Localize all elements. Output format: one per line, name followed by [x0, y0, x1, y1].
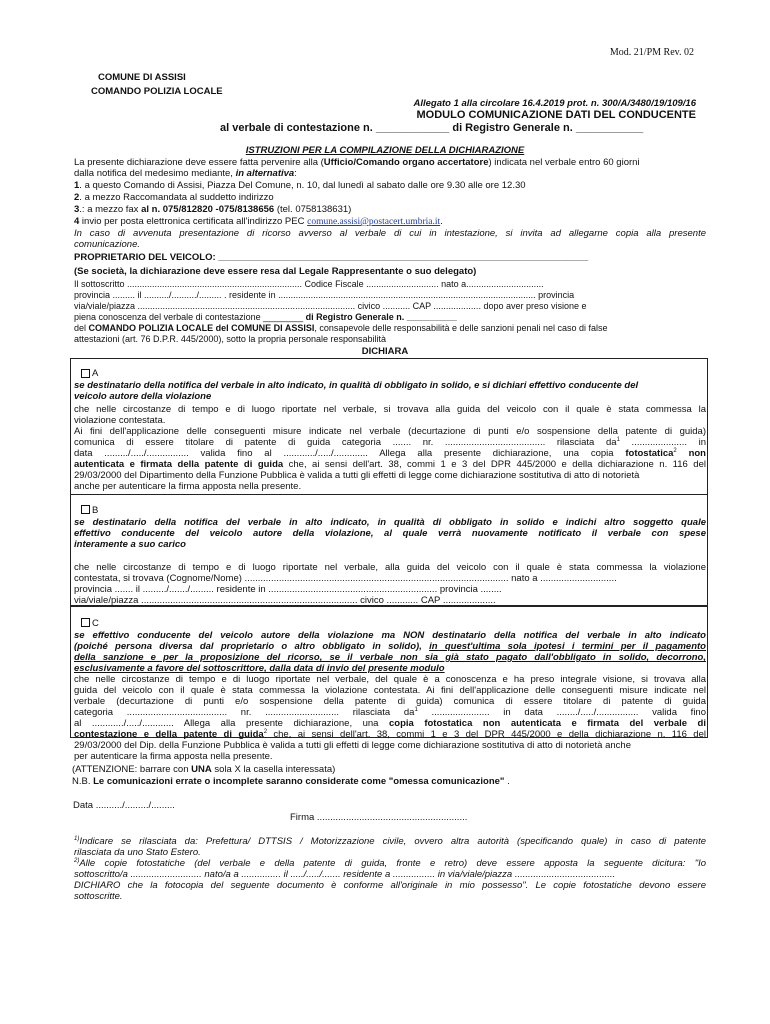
section-c-line-1: che nelle circostanze di tempo e di luogo riportate nel verbale, del quale è a conoscenza e ha preso integrale visione, si trovava alla: [74, 674, 706, 685]
firma-field[interactable]: Firma .........................................................: [290, 812, 468, 823]
proprietario-line-6: attestazioni (art. 76 D.P.R. 445/2000), sotto la propria personale responsabilità: [74, 334, 387, 344]
proprietario-line-5: del COMANDO POLIZIA LOCALE del COMUNE DI ASSISI, consapevole delle responsabilità e delle sanzioni penali nel caso di false: [74, 323, 608, 333]
section-b-title-3: interamente a suo carico: [74, 539, 186, 550]
section-c-title-3: della sanzione e per la proposizione del ricorso, se il verbale non sia già stato pagato dall'obbligato in solido, decorrono,: [74, 652, 706, 663]
attenzione-note: (ATTENZIONE: barrare con UNA sola X la casella interessata): [72, 764, 336, 775]
section-c-line-8: per autenticare la firma apposta nella presente.: [74, 751, 273, 762]
footnote-2c: DICHIARO che la fotocopia del seguente documento è conforme all'originale in mio possesso". Le copie fotostatiche devono essere: [74, 880, 706, 891]
section-a-letter: A: [92, 368, 99, 379]
proprietario-line-2[interactable]: provincia ......... il ........../........../......... . residente in ....................................................................................................... provincia: [74, 290, 575, 300]
form-subtitle: al verbale di contestazione n. ____________ di Registro Generale n. ___________: [220, 122, 644, 134]
section-c-line-2: guida del veicolo con il quale è stata commessa la violazione contestata. Ai fini dell'applicazione delle conseguenti misure indicate nel: [74, 685, 706, 696]
option-2: 2. a mezzo Raccomandata al suddetto indirizzo: [74, 192, 274, 203]
section-c-line-3: verbale (decurtazione di punti e/o sospensione della patente di guida) comunica di essere titolare di patente di guida: [74, 696, 706, 707]
section-c-letter: C: [92, 618, 99, 629]
pec-link[interactable]: comune.assisi@postacert.umbria.it: [307, 217, 441, 227]
section-b-title-2: effettivo conducente del veicolo autore della violazione, al quale verrà nuovamente notificato il verbale con spese: [74, 528, 706, 539]
section-a-line-1: che nelle circostanze di tempo e di luogo riportate nel verbale, si trovava alla guida del veicolo con il quale è stata commessa la: [74, 404, 706, 415]
checkbox-c[interactable]: [81, 618, 90, 627]
societa-note: (Se società, la dichiarazione deve essere resa dal Legale Rappresentante o suo delegato): [74, 266, 477, 277]
instructions-heading: ISTRUZIONI PER LA COMPILAZIONE DELLA DICHIARAZIONE: [245, 145, 525, 156]
section-a-line-5[interactable]: data ........./...../................ valida fino al ............/...../............. Allega alla presente dichiarazione, una copia fotostatica$^2$ non: [74, 447, 706, 459]
section-a-line-4[interactable]: comunica di essere titolare di patente di guida categoria ....... nr. ...................................... rilasciata $da^1$ ..................... in: [74, 436, 707, 448]
instructions-p2: dalla notifica del medesimo mediante, in alternativa:: [74, 168, 297, 179]
section-a-line-7: 29/03/2000 del Dipartimento della Funzione Pubblica è valida a tutti gli effetti di legge come dichiarazione sostitutiva di atto di notorietà: [74, 470, 640, 481]
footnote-2b: sottoscritto/a ........................... nato/a a ............... il ...../...../....... residente a ................ in via/viale/piazza ......................................: [74, 869, 616, 880]
checkbox-b[interactable]: [81, 505, 90, 514]
form-title: MODULO COMUNICAZIONE DATI DEL CONDUCENTE: [416, 109, 696, 121]
section-b-line-2[interactable]: contestata, si trovava (Cognome/Nome) .................................................................................................... nato a .............................: [74, 573, 617, 584]
form-code: Mod. 21/PM Rev. 02: [609, 47, 694, 58]
option-1: 1. a questo Comando di Assisi, Piazza Del Comune, n. 10, dal lunedì al sabato dalle ore 9.30 alle ore 12.30: [74, 180, 526, 191]
section-a-line-8: anche per autenticare la firma apposta nella presente.: [74, 481, 302, 492]
proprietario-line-3[interactable]: via/viale/piazza ....................................................................................... civico ........... CAP ................... dopo aver preso visione e: [74, 301, 587, 311]
comune-name: COMUNE DI ASSISI: [98, 72, 186, 83]
section-c-line-4[interactable]: categoria ...................................... nr. ............................ rilasciata $da^1$ ...................... in data ......../...../................ valida fino: [74, 706, 707, 718]
instructions-p1: La presente dichiarazione deve essere fatta pervenire alla (Ufficio/Comando organo accertatore) indicata nel verbale entro 60 giorni: [74, 157, 640, 168]
section-a-line-3: Ai fini dell'applicazione delle conseguenti misure indicate nel verbale (decurtazione di punti e/o sospensione della patente di guida): [74, 426, 706, 437]
section-b-line-3[interactable]: provincia ....... il ........./......./......... residente in ................................................................ provincia ........: [74, 584, 502, 595]
allegato-line: Allegato 1 alla circolare 16.4.2019 prot. n. 300/A/3480/19/109/16: [413, 98, 696, 109]
footnote-1b: rilasciata da uno Stato Estero.: [74, 847, 201, 858]
dichiara-heading: DICHIARA: [361, 346, 409, 357]
section-a-line-6: autenticata e firmata della patente di guida che, ai sensi dell'art. 38, commi 1 e 3 del DPR 445/2000 e della dichiarazione n. 116 del: [74, 459, 706, 470]
section-c-line-5[interactable]: al ............/...../............ Allega alla presente dichiarazione, una copia fotostatica non autenticata e firmata del verbale di: [74, 718, 706, 729]
section-b-line-4[interactable]: via/viale/piazza .................................................................................. civico ............ CAP ....................: [74, 595, 496, 606]
proprietario-line-4[interactable]: piena conoscenza del verbale di contestazione ________ di Registro Generale n. __________: [74, 312, 457, 322]
section-a-title-2: veicolo autore della violazione: [74, 391, 212, 402]
comando-name: COMANDO POLIZIA LOCALE: [91, 86, 223, 97]
footnote-2d: sottoscritte.: [74, 891, 123, 902]
option-3: 3.: a mezzo fax al n. 075/812820 -075/8138656 (tel. 0758138631): [74, 204, 352, 215]
checkbox-a[interactable]: [81, 369, 90, 378]
section-b-line-1: che nelle circostanze di tempo e di luogo riportate nel verbale, alla guida del veicolo con il quale è stata commessa la violazione: [74, 562, 706, 573]
proprietario-line-1[interactable]: Il sottoscritto ...................................................................... Codice Fiscale ............................. nato a...............................: [74, 279, 544, 289]
nb-note: N.B. Le comunicazioni errate o incomplete saranno considerate come "omessa comunicazione" .: [72, 776, 510, 787]
option-4: 4 invio per posta elettronica certificata all'indirizzo PEC comune.assisi@postacert.umbria.it.: [74, 216, 443, 227]
proprietario-label: PROPRIETARIO DEL VEICOLO: ______________________________________________________________________: [74, 252, 589, 263]
section-c-title-1: se effettivo conducente del veicolo autore della violazione ma NON destinatario della notifica del verbale in alto indicato: [74, 630, 706, 641]
footnote-2a: $^{2)}$Alle copie fotostatiche (del verbale e della patente di guida, fronte e retro) deve essere apposta la seguente dicitura: "Io: [74, 857, 706, 869]
section-c-line-6: contestazione e della patente di guida$^2$ che, ai sensi dell'art. 38, commi 1 e 3 del DPR 445/2000 e della dichiarazione n. 116 del: [74, 728, 706, 740]
section-c-title-2: (poiché persona diversa dal proprietario o altro obbligato in solido), in quest'ultima sola ipotesi i termini per il pagamento: [74, 641, 706, 652]
footnote-1a: $^{1)}$Indicare se rilasciata da: Prefettura/ DTTSIS / Motorizzazione civile, ovvero altra autorità (specificando quale) in caso di patente: [74, 835, 706, 847]
section-c-title-4: esclusivamente a favore del sottoscrittore, dalla data di invio del presente modulo: [74, 663, 445, 674]
section-b-title-1: se destinatario della notifica del verbale in alto indicato, in qualità di obbligato in solido e indichi altro soggetto quale: [74, 517, 706, 528]
section-a-title-1: se destinatario della notifica del verbale in alto indicato, in qualità di obbligato in solido, e si dichiari effettivo conducente del: [74, 380, 639, 391]
section-c-line-7: 29/03/2000 del Dip. della Funzione Pubblica è valida a tutti gli effetti di legge come dichiarazione sostitutiva di atto di notorietà anche: [74, 740, 631, 751]
section-b-letter: B: [92, 505, 99, 516]
section-a-line-2: violazione contestata.: [74, 415, 166, 426]
ricorso-note-2: comunicazione.: [74, 239, 141, 250]
data-field[interactable]: Data ........../........./.........: [73, 800, 175, 811]
ricorso-note-1: In caso di avvenuta presentazione di ricorso avverso al verbale di cui in intestazione, si invita ad allegarne copia alla presente: [74, 228, 706, 239]
